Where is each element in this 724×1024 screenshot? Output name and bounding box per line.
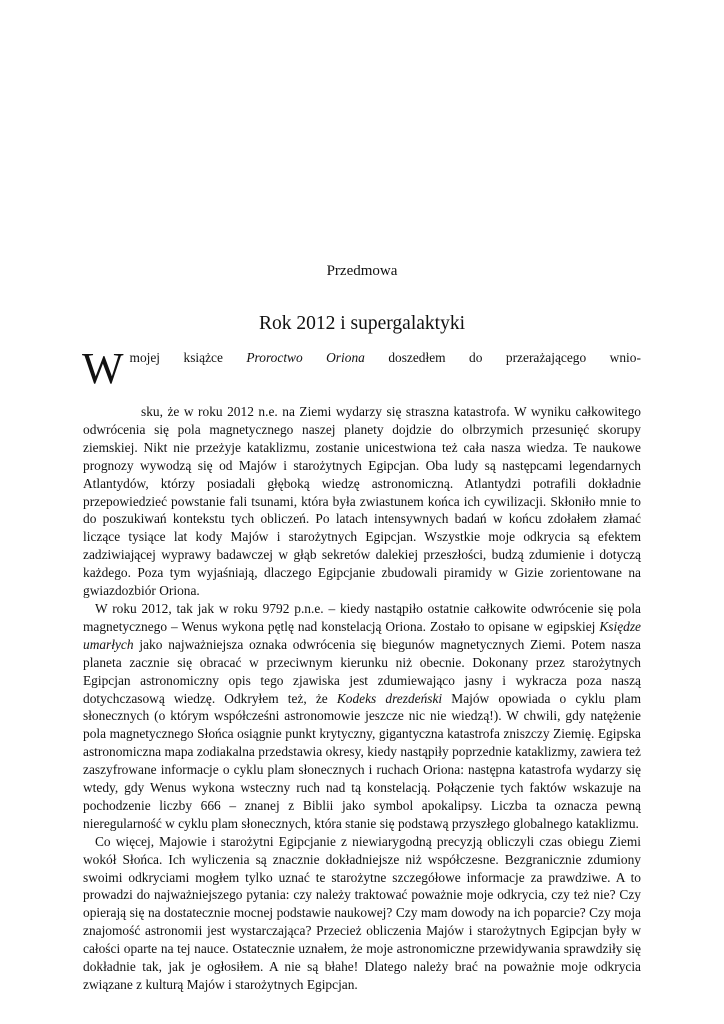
second-paragraph: [83, 600, 641, 833]
first-line: [130, 348, 641, 367]
first-line-word: do: [469, 350, 483, 365]
paragraph-text: W roku 2012, tak jak w roku 9792 p.n.e. – kiedy nastąpiło ostatnie całkowite odwrócenie się pola magnetycznego – Wenus wykona pętlę nad konstelacją Oriona. Zostało to opisane w egipskiej: [83, 600, 641, 634]
first-line-word: przerażającego: [505, 350, 587, 365]
first-line-word-italic: Oriona: [326, 350, 365, 365]
first-line-word: wnio-: [609, 350, 641, 365]
first-line-word: doszedłem: [388, 350, 446, 365]
chapter-title: Rok 2012 i supergalaktyki: [259, 313, 465, 334]
book-title-italic: Kodeks drezdeński: [336, 690, 443, 706]
dropcap-letter: W: [82, 344, 124, 393]
book-title-italic: Księdze umarłych: [83, 618, 641, 652]
first-paragraph-text: sku, że w roku 2012 n.e. na Ziemi wydarzy się straszna katastrofa. W wyniku całkowitego odwrócenia się pola magnetycznego naszej planety dojdzie do olbrzymich przesunięć skorupy ziemskiej. Nikt nie przeżyje kataklizmu, zostanie unicestwiona też cała nasza wiedza. Te naukowe prognozy wywodzą się od Majów i starożytnych Egipcjan. Oba ludy są następcami legendarnych Atlantydów, którzy posiadali głęboką wiedzę astronomiczną. Atlantydzi potrafili dokładnie przepowiedzieć powstanie fali tsunami, która była zwiastunem końca ich cywilizacji. Skłoniło mnie to do poszukiwań kontekstu tych obliczeń. Po latach intensywnych badań w końcu zdołałem złamać liczące tysiące lat kody Majów i starożytnych Egipcjan. Wszystkie moje odkrycia są efektem zadziwiającej wyprawy badawczej w głąb sekretów dalekiej przeszłości, budzą zdumienie i dotyczą każdego. Poza tym wyjaśniają, dlaczego Egipcjanie zbudowali piramidy w Gizie zorientowane na gwiazdozbiór Oriona.: [83, 404, 641, 599]
paragraph-text: jako najważniejsza oznaka odwrócenia się biegunów magnetycznych Ziemi. Potem nasza planeta zacznie się obracać w przeciwnym kierunku niż obecnie. Dokonany przez starożytnych Egipcjan astronomiczny opis tego zjawiska jest zdumiewająco jasny i wykracza poza naszą dotychczasową wiedzę. Odkryłem też, że: [83, 636, 641, 706]
first-line-word: książce: [183, 350, 223, 365]
first-line-word: mojej: [129, 350, 161, 365]
paragraph-text: Majów opowiada o cyklu plam słonecznych (o którym współcześni astronomowie jeszcze nic nie wiedzą!). W chwili, gdy natężenie pola magnetycznego Słońca osiągnie punkt krytyczny, gigantyczna katastrofa zniszczy Ziemię. Egipska astronomiczna mapa zodiakalna przedstawia okresy, kiedy nastąpiły poprzednie kataklizmy, zawiera też zaszyfrowane informacje o cyklu plam słonecznych i ruchach Oriona: następna katastrofa wydarzy się wtedy, gdy Wenus wykona wsteczny ruch nad tą konstelacją. Połączenie tych faktów wskazuje na pochodzenie liczby 666 – znanej z Biblii jako symbol apokalipsy. Liczba ta oznacza pewną nieregularność w cyklu plam słonecznych, która stanie się podstawą przyszłego globalnego kataklizmu.: [83, 690, 642, 831]
first-paragraph: [82, 344, 641, 600]
first-line-word-italic: Proroctwo: [246, 350, 303, 365]
third-paragraph: Co więcej, Majowie i starożytni Egipcjanie z niewiarygodną precyzją obliczyli czas obiegu Ziemi wokół Słońca. Ich wyliczenia są znacznie dokładniejsze niż współczesne. Bezgranicznie zdumiony swoimi odkryciami mogłem tylko uznać te starożytne szczegółowe informacje za prawdziwe. A to prowadzi do najważniejszego pytania: czy należy traktować poważnie moje odkrycia, czy też nie? Czy opierają się na dostatecznie mocnej podstawie naukowej? Czy mam dowody na ich poparcie? Czy moja znajomość astronomii jest wystarczająca? Przecież obliczenia Majów i starożytnych Egipcjan były w całości oparte na tej nauce. Ostatecznie uznałem, że moje astronomiczne przewidywania sprawdziły się dokładnie tak, jak je ogłosiłem. A nie są błahe! Dlatego należy brać na poważnie moje odkrycia związane z kulturą Majów i starożytnych Egipcjan.: [83, 833, 641, 992]
body-text: [82, 344, 642, 994]
section-label: Przedmowa: [326, 263, 398, 279]
